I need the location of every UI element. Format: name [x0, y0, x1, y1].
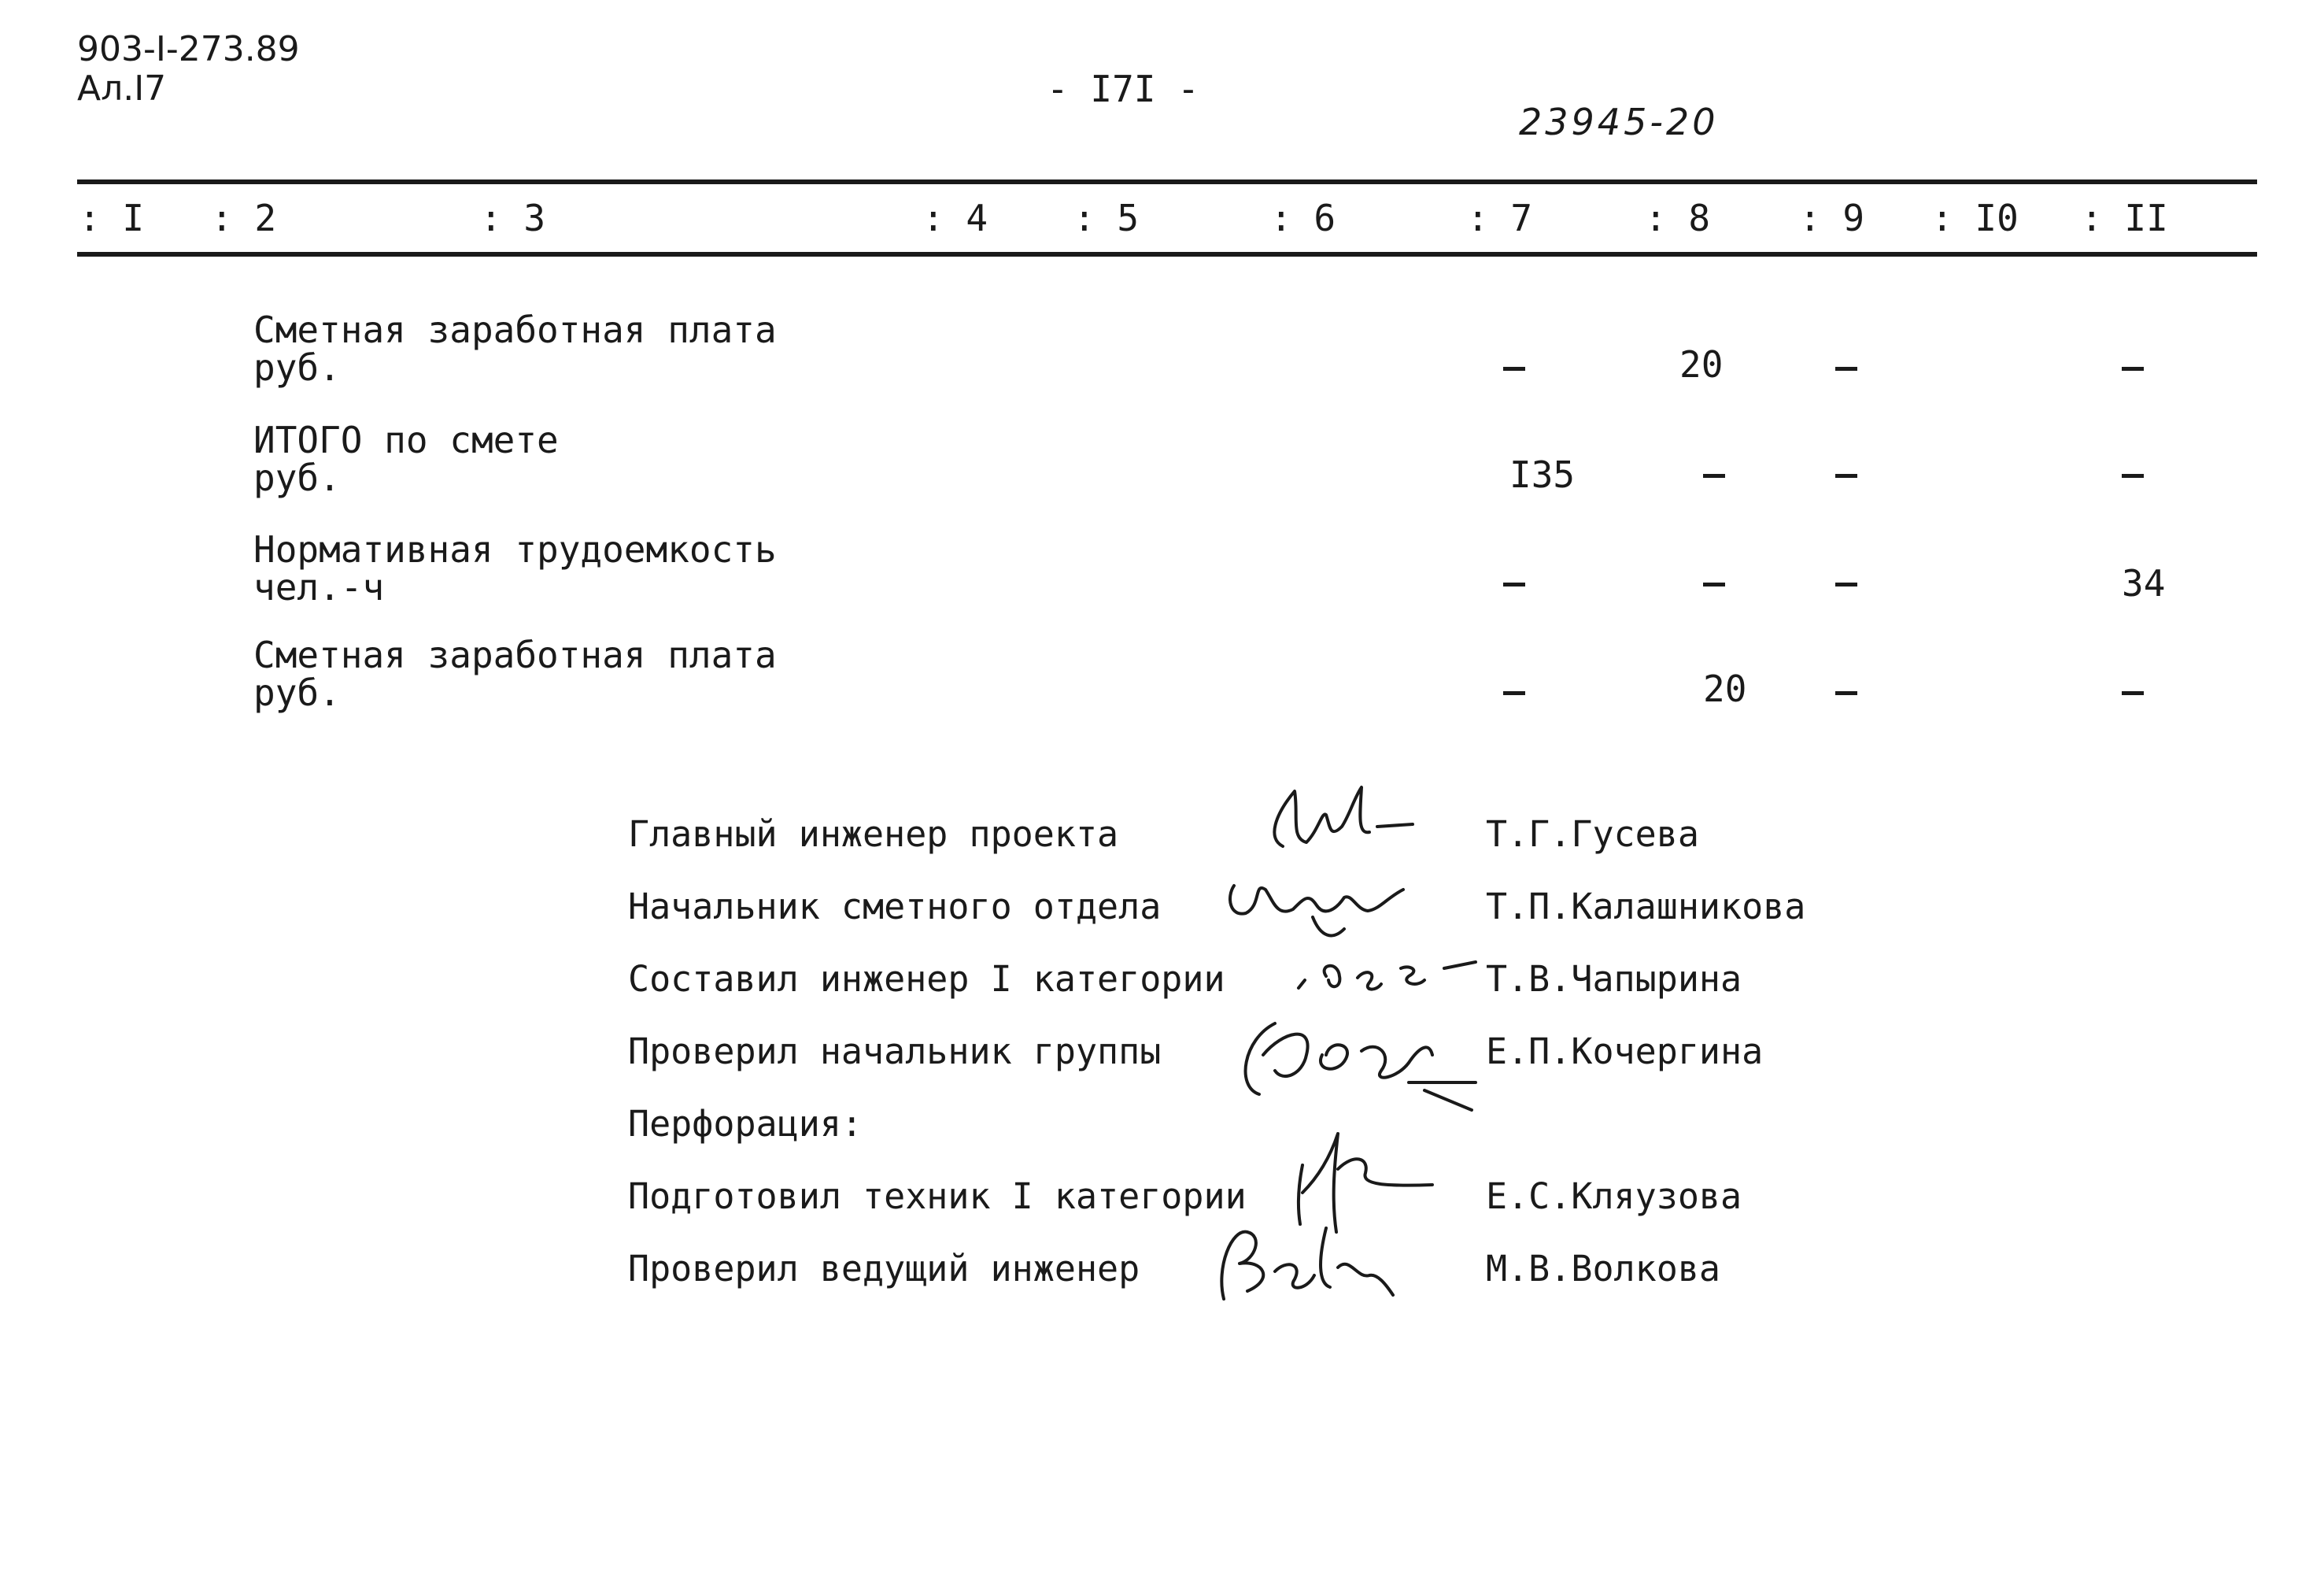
signatory-name: М.В.Волкова: [1486, 1248, 1721, 1290]
table-top-rule: [77, 179, 2257, 184]
row-label: Сметная заработная плата: [253, 309, 777, 351]
column-header: : I0: [1931, 197, 2019, 239]
dash-mark: [1503, 583, 1525, 586]
dash-mark: [2122, 691, 2144, 695]
signatory-name: Т.Г.Гусева: [1486, 813, 1699, 855]
signature-title: Проверил ведущий инженер: [628, 1248, 1140, 1290]
row-label: Нормативная трудоемкость: [253, 528, 777, 571]
signatory-name: Е.П.Кочергина: [1486, 1031, 1764, 1072]
handwritten-signature: [1200, 1212, 1405, 1307]
dash-mark: [2122, 367, 2144, 371]
cell-value: I35: [1509, 453, 1576, 496]
handwritten-number: 23945-20: [1519, 101, 1719, 143]
dash-mark: [1703, 474, 1725, 478]
column-header: : 9: [1799, 197, 1865, 239]
cell-value: 20: [1703, 668, 1747, 710]
column-header: : 5: [1073, 197, 1140, 239]
row-unit: руб.: [253, 672, 341, 714]
signatory-name: Е.С.Кляузова: [1486, 1175, 1742, 1217]
signature-title: Составил инженер I категории: [628, 958, 1225, 1000]
cell-value: 34: [2122, 562, 2166, 605]
signatory-name: Т.П.Калашникова: [1486, 886, 1806, 927]
column-header: : 6: [1270, 197, 1336, 239]
page-number: - I7I -: [1047, 68, 1199, 110]
dash-mark: [1835, 583, 1857, 586]
column-header: : 4: [922, 197, 988, 239]
dash-mark: [1503, 691, 1525, 695]
column-header: : 8: [1645, 197, 1711, 239]
row-label: ИТОГО по смете: [253, 419, 559, 461]
signature-title: Проверил начальник группы: [628, 1031, 1162, 1072]
table-header-bottom-rule: [77, 252, 2257, 257]
dash-mark: [1835, 474, 1857, 478]
column-header: : I: [79, 197, 145, 239]
column-header: : II: [2081, 197, 2168, 239]
cell-value: 20: [1679, 343, 1724, 386]
handwritten-signature: [1228, 1008, 1495, 1118]
row-unit: руб.: [253, 457, 341, 499]
column-header: : 2: [211, 197, 277, 239]
handwritten-signature: [1291, 945, 1487, 1000]
dash-mark: [1503, 367, 1525, 371]
album-number: Ал.I7: [77, 68, 167, 109]
document-code: 903-I-273.89: [77, 29, 300, 69]
signature-title: Главный инженер проекта: [628, 813, 1119, 855]
handwritten-signature: [1251, 783, 1424, 862]
column-header: : 7: [1467, 197, 1533, 239]
dash-mark: [1835, 367, 1857, 371]
dash-mark: [1835, 691, 1857, 695]
dash-mark: [1703, 583, 1725, 586]
signatory-name: Т.В.Чапырина: [1486, 958, 1742, 1000]
row-unit: руб.: [253, 346, 341, 389]
signature-title: Начальник сметного отдела: [628, 886, 1162, 927]
section-label: Перфорация:: [628, 1103, 863, 1145]
row-label: Сметная заработная плата: [253, 634, 777, 676]
signature-title: Подготовил техник I категории: [628, 1175, 1247, 1217]
column-header: : 3: [480, 197, 546, 239]
handwritten-signature: [1218, 862, 1439, 953]
row-unit: чел.-ч: [253, 566, 385, 609]
dash-mark: [2122, 474, 2144, 478]
